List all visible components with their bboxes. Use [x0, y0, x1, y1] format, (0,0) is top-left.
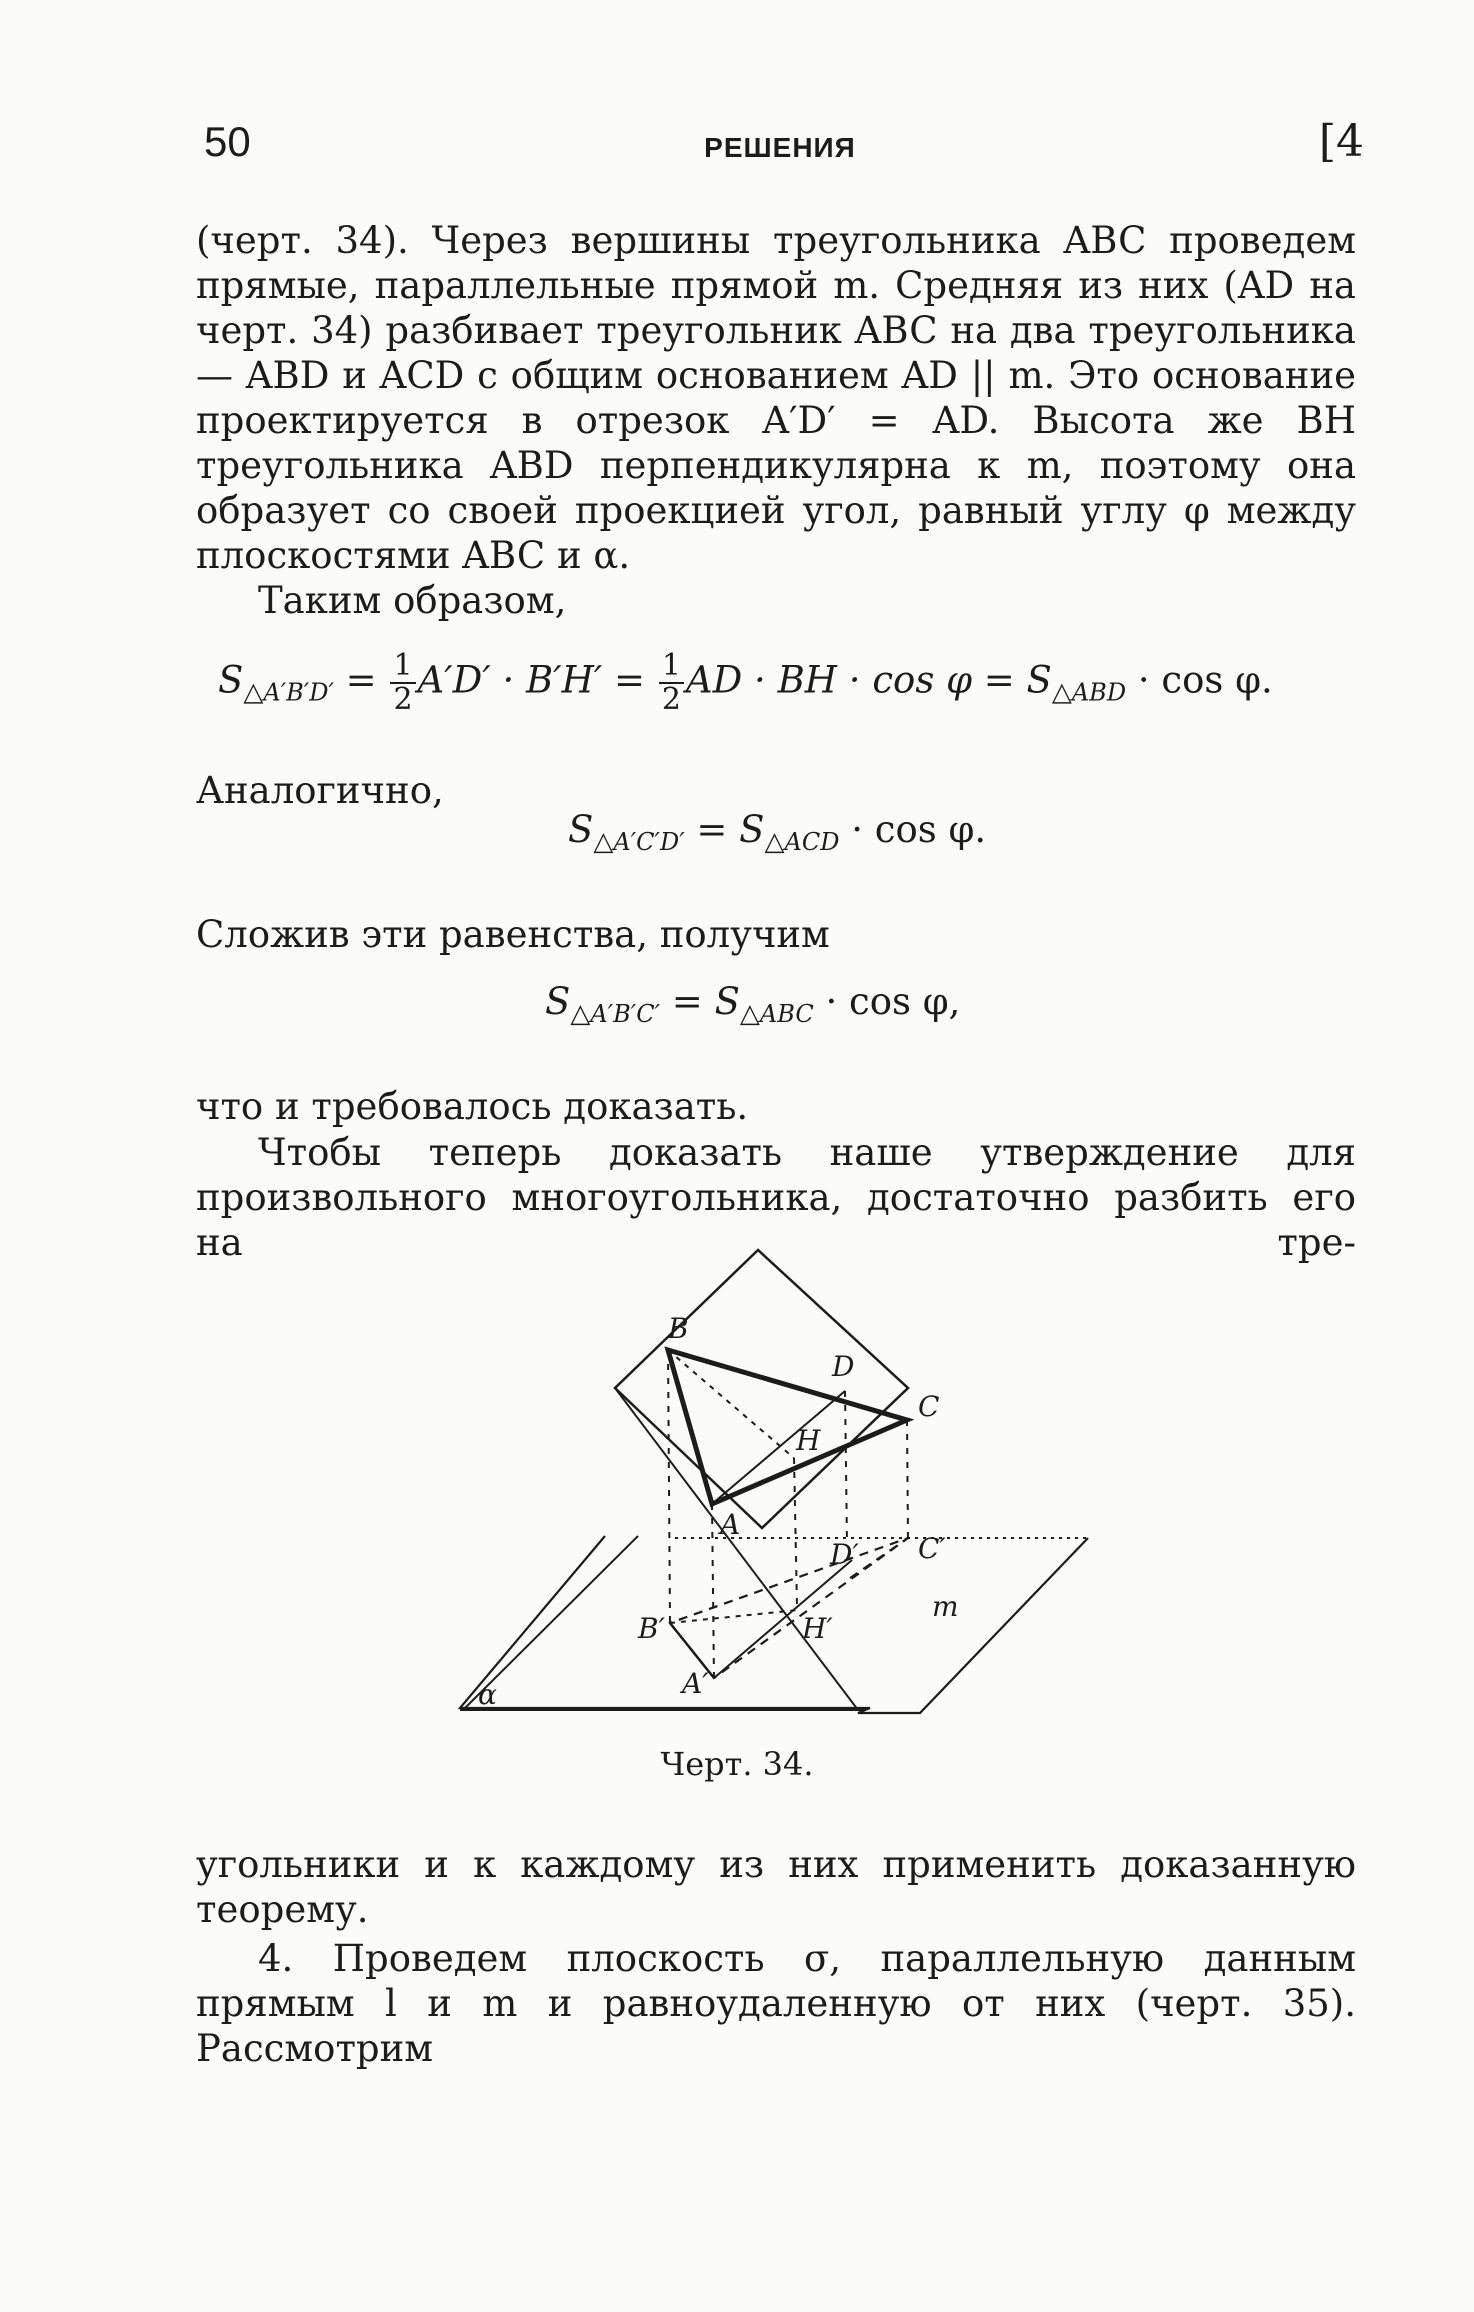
line-b1h1	[670, 1610, 798, 1623]
paragraph-7-text: 4. Проведем плоскость σ, параллельную данным прямым l и m и равноудаленную от них (черт. 35). Рассмотрим	[196, 1937, 1356, 2070]
triangle-a1b1c1	[670, 1538, 908, 1678]
paragraph-6b-text: угольники и к каждому из них применить доказанную теорему.	[196, 1843, 1356, 1931]
projection-h	[794, 1458, 797, 1606]
label-h: H	[796, 1424, 821, 1457]
paragraph-3	[196, 768, 1356, 813]
paragraph-2-text: Таким образом,	[258, 579, 567, 622]
paragraph-7	[196, 1936, 1356, 2071]
fraction-half: $\frac{1}{2}$	[659, 650, 684, 716]
triangle-abc	[668, 1350, 907, 1504]
plane-abc-rhombus	[615, 1250, 908, 1528]
page-number: 50	[204, 118, 251, 165]
projection-a	[712, 1504, 714, 1678]
paragraph-5-text: что и требовалось доказать.	[196, 1085, 749, 1128]
projection-b	[668, 1350, 670, 1623]
label-d-prime: D′	[830, 1538, 859, 1571]
section-mark: [4	[1318, 116, 1364, 167]
line-ad	[712, 1391, 845, 1504]
label-a-prime: A′	[682, 1667, 709, 1700]
label-a: A	[720, 1508, 741, 1541]
paragraph-1-text: (черт. 34). Через вершины треугольника ABC проведем прямые, параллельные прямой m. Средняя из них (AD на черт. 34) разбивает треугольник ABC на два треугольника — ABD и ACD с общим основанием AD || m. Это основание проектируется в отрезок A′D′ = AD. Высота же BH треугольника ABD перпендикулярна к m, поэтому она образует со своей проекцией угол, равный углу φ между плоскостями ABC и α.	[196, 219, 1356, 577]
projection-d	[845, 1391, 847, 1544]
figure-caption: Черт. 34.	[660, 1745, 814, 1783]
fraction-half: $\frac{1}{2}$	[390, 650, 415, 716]
page-header	[196, 108, 1364, 168]
label-d: D	[832, 1350, 855, 1383]
paragraph-5	[196, 1084, 1356, 1129]
label-h-prime: H′	[802, 1612, 833, 1645]
running-title: РЕШЕНИЯ	[704, 132, 856, 163]
label-c-prime: C′	[918, 1532, 946, 1565]
label-c: C	[918, 1390, 940, 1423]
paragraph-4	[196, 912, 1356, 957]
paragraph-4-text: Сложив эти равенства, получим	[196, 913, 830, 956]
figure-34	[440, 1238, 1100, 1738]
paragraph-6a-text: Чтобы теперь доказать наше утверждение для произвольного многоугольника, достаточно разбить его на тре-	[196, 1131, 1356, 1264]
formula-1: $S_{\triangle A'B'D'}$ = $\frac{1}{2}$ A′D′ · B′H′ = $\frac{1}{2}$ AD · BH · $\cos \varphi = S_{\triangle ABD} \cdot \cos \varphi$.	[218, 648, 1273, 717]
projection-c	[907, 1420, 908, 1538]
paragraph-2	[196, 578, 1356, 623]
paragraph-3-text: Аналогично,	[196, 769, 444, 812]
label-alpha: α	[478, 1678, 497, 1711]
label-b-prime: B′	[638, 1612, 665, 1645]
plane-alpha	[460, 1536, 1088, 1713]
label-b: B	[668, 1312, 689, 1345]
label-m: m	[932, 1590, 959, 1623]
formula-3: $S_{\triangle A'B'C'} = S_{\triangle ABC} \cdot \cos \varphi$,	[545, 980, 961, 1029]
paragraph-1	[196, 218, 1356, 578]
formula-2: $S_{\triangle A'C'D'} = S_{\triangle ACD} \cdot \cos \varphi$.	[568, 808, 987, 857]
paragraph-6b	[196, 1842, 1356, 1932]
